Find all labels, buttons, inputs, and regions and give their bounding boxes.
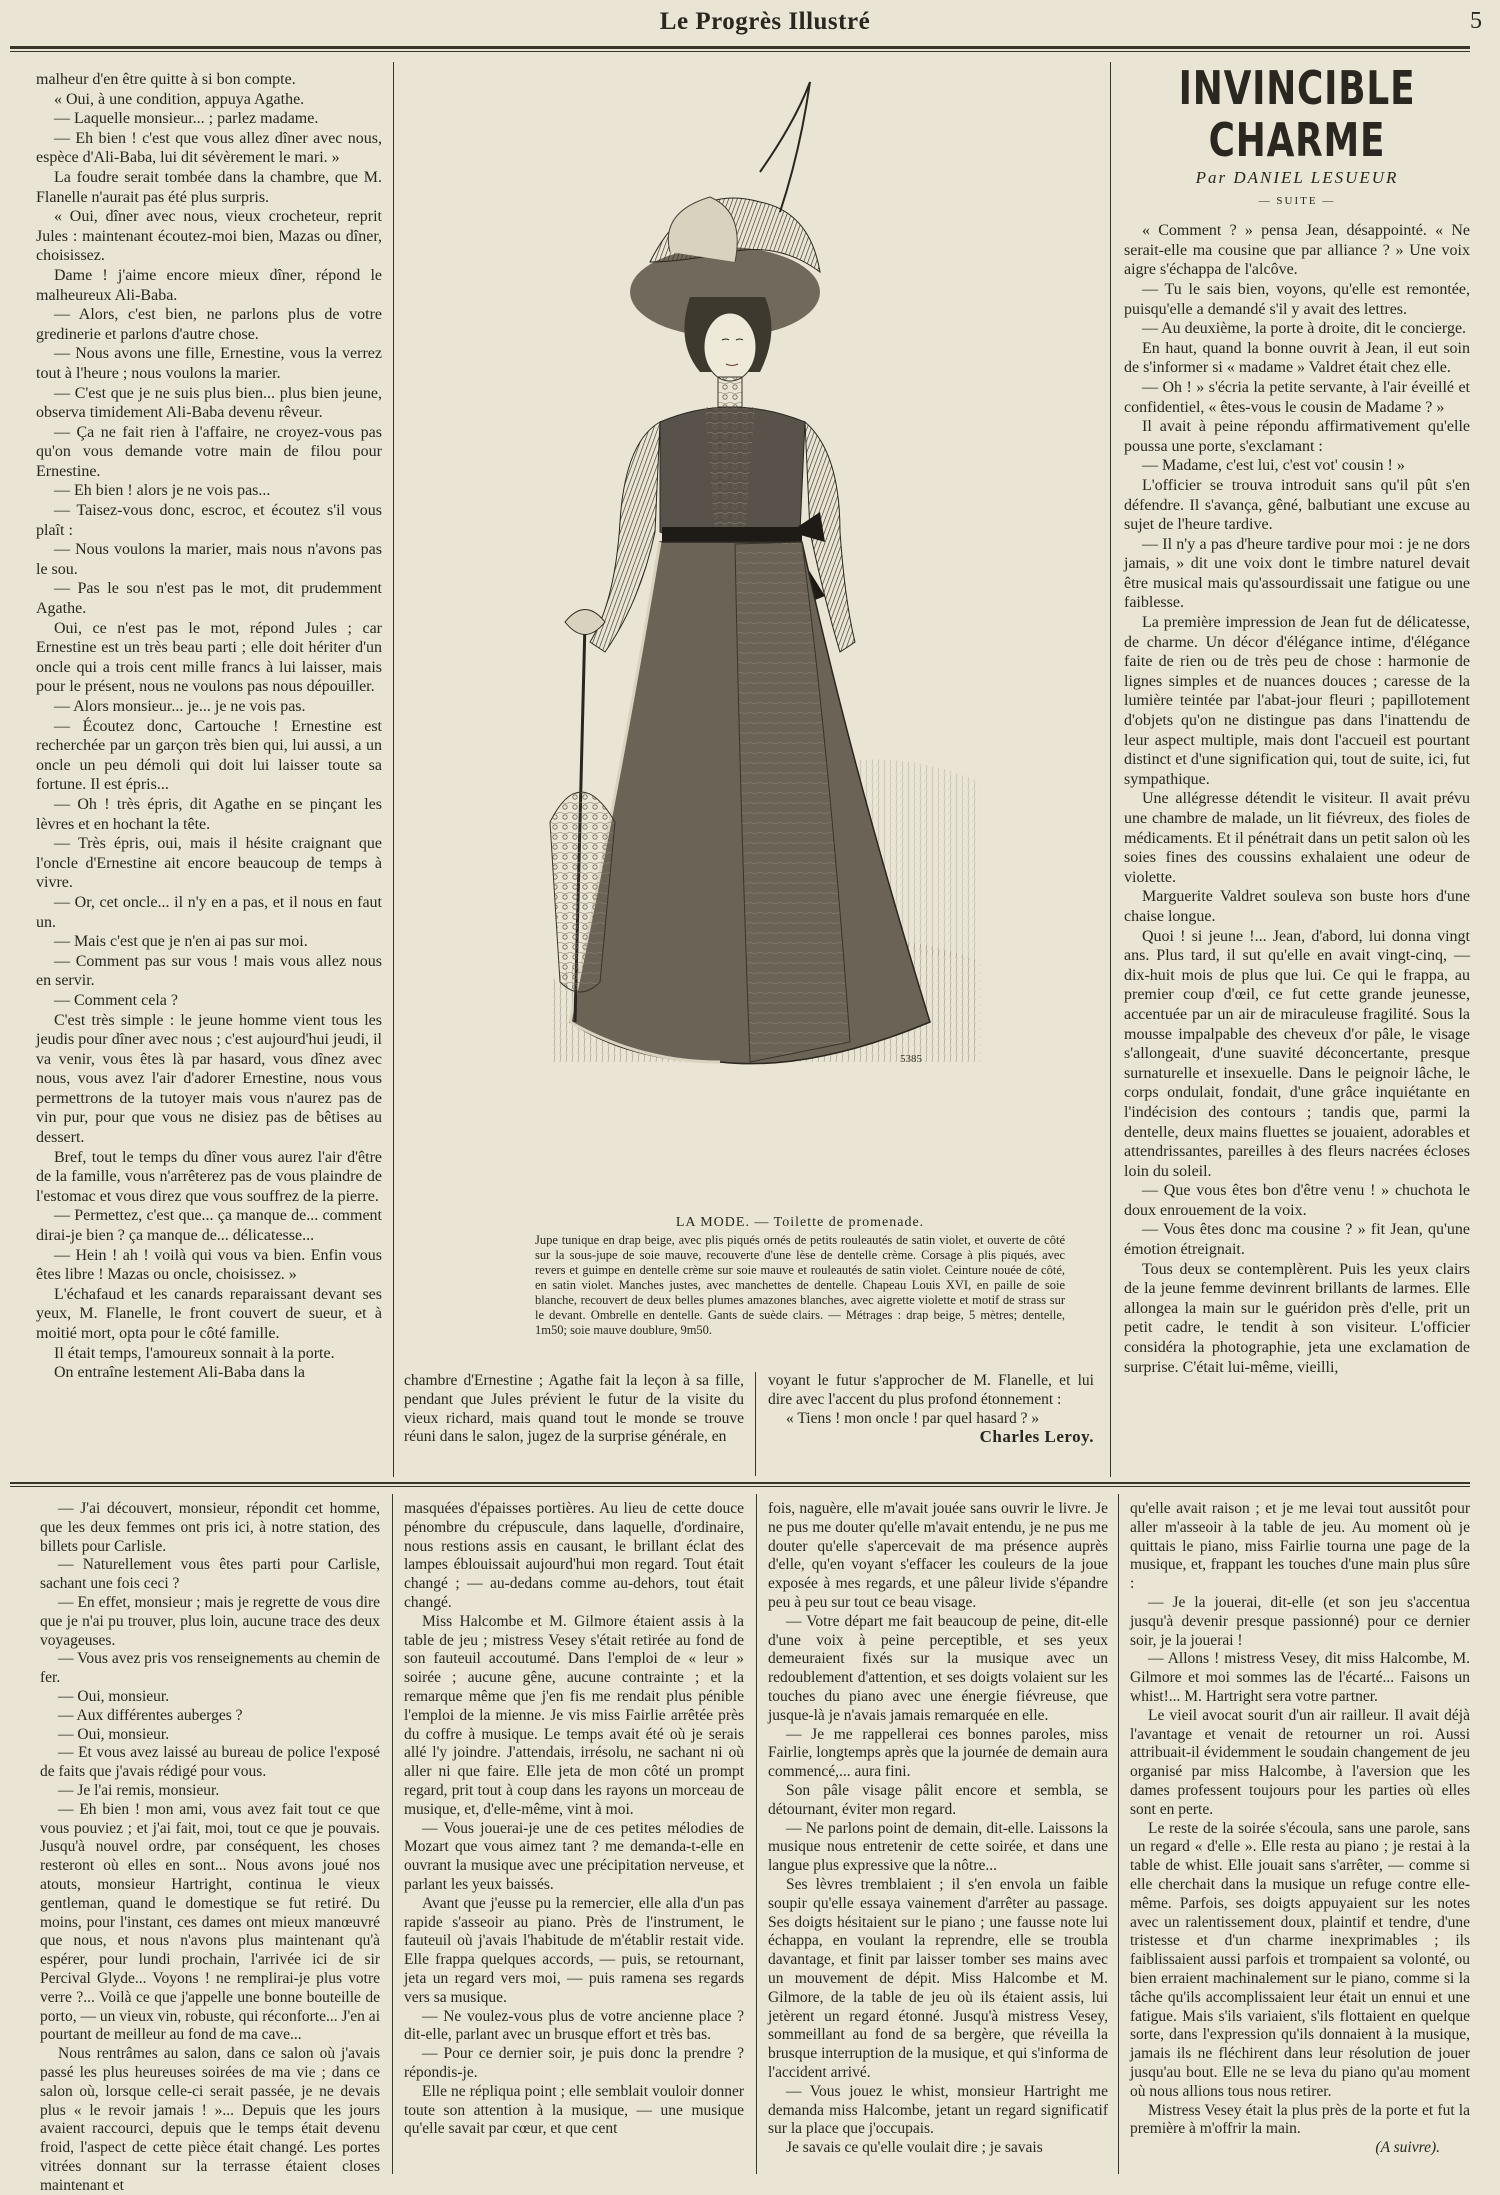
paragraph: qu'elle avait raison ; et je me levai tout aussitôt pour aller m'asseoir à la table de jeu. Au moment où je quittais le piano, miss Fairlie tourna une page de la musique, et, frappant les touches d'une main plus sûre :	[1130, 1500, 1470, 1593]
paragraph: En haut, quand la bonne ouvrit à Jean, il eut soin de s'informer si « madame » Valdret était chez elle.	[1124, 339, 1470, 377]
paragraph: Marguerite Valdret souleva son buste hors d'une chaise longue.	[1124, 888, 1470, 925]
paragraph: On entraîne lestement Ali-Baba dans la	[54, 1364, 306, 1382]
paragraph: — Ne parlons point de demain, dit-elle. Laissons la musique nous entretenir de cette soirée, et dans une langue plus expressive que la nôtre...	[768, 1819, 1108, 1875]
paragraph: — Naturellement vous êtes parti pour Carlisle, sachant une fois ceci ?	[40, 1556, 380, 1593]
paragraph: — Je me rappellerai ces bonnes paroles, miss Fairlie, longtemps après que la journée de demain aura commencé,... aura fini.	[768, 1725, 1108, 1781]
paragraph: — Que vous êtes bon d'être venu ! » chuchota le doux enrouement de la voix.	[1124, 1182, 1470, 1219]
engraving-number: 5385	[900, 1053, 922, 1065]
paragraph: Le vieil avocat sourit d'un air railleur. Il avait déjà l'avantage et venait de retourner un roi. Aussi attribuait-il évidemment le soudain changement de jeu organisé par miss Halcombe, à l'aversion que les dames professent toujours pour les parties où elles sont en perte.	[1130, 1706, 1470, 1818]
signature: Charles Leroy.	[979, 1427, 1094, 1447]
paragraph: Je savais ce qu'elle voulait dire ; je savais	[786, 2139, 1043, 2157]
paragraph: — Allons ! mistress Vesey, dit miss Halcombe, M. Gilmore et moi sommes las de l'écarté... Faisons un whist!... M. Hartright sera votre partner.	[1130, 1650, 1470, 1705]
paragraph: — C'est que je ne suis plus bien... plus bien jeune, observa timidement Ali-Baba devenu rêveur.	[36, 384, 382, 422]
paragraph: — Laquelle monsieur... ; parlez madame.	[54, 110, 319, 128]
paragraph: — Alors monsieur... je... je ne vois pas.	[54, 698, 306, 715]
paragraph: Mistress Vesey était la plus près de la porte et fut la première à m'offrir la main.	[1130, 2101, 1470, 2138]
paragraph: — Ne voulez-vous plus de votre ancienne place ? dit-elle, parlant avec un brusque effort et très bas.	[404, 2007, 744, 2044]
paragraph: — Hein ! ah ! voilà qui vous va bien. Enfin vous êtes libre ! Mazas ou oncle, choisissez. »	[36, 1246, 382, 1284]
page-number: 5	[1470, 8, 1482, 34]
column-rule	[1118, 1494, 1119, 2174]
paragraph: — Vous avez pris vos renseignements au chemin de fer.	[40, 1650, 380, 1687]
paragraph: masquées d'épaisses portières. Au lieu de cette douce pénombre du crépuscule, dans laquelle, d'ordinaire, nous restions assis en causant, le brillant éclat des lampes éblouissait aujourd'hui mon regard. Tout était changé ; — au-dedans comme au-dehors, tout était changé.	[404, 1500, 744, 1611]
paragraph: Il avait à peine répondu affirmativement qu'elle poussa une porte, s'exclamant :	[1124, 418, 1470, 455]
paragraph: Miss Halcombe et M. Gilmore étaient assis à la table de jeu ; mistress Vesey s'était retirée au fond de son fauteuil accoutumé. Dans l'emploi de « leur » soirée ; aucune gêne, aucune contrainte ; et la remarque même que j'en fis me rendait plus pénible l'emploi de la mienne. Je vis miss Fairlie arrêtée près du coffre à musique. Le temps avait été où je serais allé l'y joindre. J'attendais, irrésolu, ne sachant ni où aller ni que faire. Elle jeta de mon côté un prompt regard, prit tout à coup dans les rayons un morceau de musique, et, d'elle-même, vint à moi.	[404, 1612, 744, 1818]
fashion-illustration	[510, 62, 1010, 1212]
feuilleton-column-1	[36, 70, 382, 1470]
paragraph: C'est très simple : le jeune homme vient tous les jeudis pour dîner avec nous ; c'est aujourd'hui jeudi, il va venir, vous êtes là par hasard, vous dînez avec nous, vous avez l'air d'adorer Ernestine, nous vous permettrons de la tutoyer mais vous n'aurez pas de vin pur, pour que vous ne disiez pas de bêtises au dessert.	[36, 1011, 382, 1147]
paragraph: — Eh bien ! c'est que vous allez dîner avec nous, espèce d'Ali-Baba, lui dit sévèrement le mari. »	[36, 129, 382, 167]
fashion-caption	[535, 1215, 1065, 1338]
paragraph: Une allégresse détendit le visiteur. Il avait prévu une chambre de malade, un lit fiévreux, des fioles de médicaments. Et il pénétrait dans un petit salon où les soies fines des coussins exhalaient une odeur de violette.	[1124, 790, 1470, 886]
paragraph: — Eh bien ! mon ami, vous avez fait tout ce que vous pouviez ; et j'ai fait, moi, tout ce que je pouvais. Jusqu'à nouvel ordre, par conséquent, les choses resteront où elles en sont... Nous avons joué nos atouts, monsieur Hartright, continua le vieux gentleman, quand le domestique se fut retiré. Du moins, pour l'instant, ces dames ont mieux manœuvré que nous, et nous n'avons plus maintenant qu'à espérer, pour lundi prochain, l'arrivée ici de sir Percival Glyde... Voyons ! ne remplirai-je plus votre verre ?... Voilà ce que j'appelle une bonne bouteille de porto, — un vieux vin, robuste, qui réconforte... J'en ai pourtant de meilleur au fond de ma cave...	[40, 1800, 380, 2044]
paragraph: — Pas le sou n'est pas le mot, dit prudemment Agathe.	[36, 580, 382, 618]
paragraph: — Pour ce dernier soir, je puis donc la prendre ? répondis-je.	[404, 2045, 744, 2081]
header-rule	[10, 46, 1470, 49]
paragraph: — Nous voulons la marier, mais nous n'avons pas le sou.	[36, 541, 382, 578]
paragraph: malheur d'en être quitte à si bon compte.	[36, 71, 296, 88]
paragraph: Dame ! j'aime encore mieux dîner, répond le malheureux Ali-Baba.	[36, 266, 382, 304]
caption-text: Jupe tunique en drap beige, avec plis piqués ornés de petits rouleautés de satin violet, et ouverte de côté sur la sous-jupe de soie mauve, recouverte d'une lèse de dentelle crème. Corsage à plis piqués, avec revers et guimpe en dentelle crème sur soie mauve et rouleautés de satin violet. Ceinture nouée de côté, en satin violet. Manches justes, avec manchettes de dentelle. Chapeau Louis XVI, en paille de soie blanche, recouvert de deux belles plumes amazones blanches, avec aigrette violette et motif de strass sur le devant. Ombrelle en dentelle. Gants de suède clairs. — Métrages : drap beige, 5 mètres; dentelle, 1m50; soie mauve doublure, 9m50.	[535, 1233, 1065, 1337]
story-suite-label: — SUITE —	[1258, 194, 1336, 207]
paragraph: — Nous avons une fille, Ernestine, vous la verrez tout à l'heure ; nous voulons la marier.	[36, 345, 382, 382]
paragraph: — Écoutez donc, Cartouche ! Ernestine est recherchée par un garçon très bien qui, lui aussi, a un oncle un peu démoli qui doit lui laisser toute sa fortune. Il est épris...	[36, 717, 382, 794]
paragraph: Oui, ce n'est pas le mot, répond Jules ; car Ernestine est un très beau parti ; elle doit hériter d'un oncle qui a trois cent mille francs à lui laisser, mais pour le présent, nous ne voulons pas nous dépouiller.	[36, 619, 382, 696]
paragraph: — Vous jouerai-je une de ces petites mélodies de Mozart que vous aimez tant ? me demanda-t-elle en ouvrant la musique avec une précipitation nerveuse, et parlant les yeux baissés.	[404, 1819, 744, 1893]
paragraph: Tous deux se contemplèrent. Puis les yeux clairs de la jeune femme devinrent brillants de larmes. Elle allongea la main sur le guéridon près d'elle, prit un petit cadre, le tendit à son visiteur. L'officier considéra la photographie, jeta une exclamation de surprise. C'était lui-même, vieilli,	[1124, 1260, 1470, 1376]
paragraph: L'échafaud et les canards reparaissant devant ses yeux, M. Flanelle, le front couvert de sueur, et à moitié mort, opta pour le côté famille.	[36, 1285, 382, 1342]
paragraph: — Madame, c'est lui, c'est vot' cousin ! »	[1142, 457, 1405, 475]
paragraph: — Je la jouerai, dit-elle (et son jeu s'accentua jusqu'à devenir presque passionné) pour ce dernier soir, je la jouerai !	[1130, 1593, 1470, 1649]
paragraph: — Eh bien ! alors je ne vois pas...	[54, 482, 271, 500]
paragraph: — Très épris, oui, mais il hésite craignant que l'oncle d'Ernestine ait encore beaucoup de temps à vivre.	[36, 835, 382, 892]
bottom-column-3	[768, 1500, 1108, 2172]
paragraph: — Je l'ai remis, monsieur.	[58, 1781, 220, 1799]
paragraph: — Comment pas sur vous ! mais vous allez nous en servir.	[36, 952, 382, 990]
paragraph: « Oui, à une condition, appuya Agathe.	[54, 90, 305, 108]
paragraph: La première impression de Jean fut de délicatesse, de charme. Un décor d'élégance intime, d'élégance faite de rien ou de très peu de chose : harmonie de lignes simples et de nuances douces ; caresse de la lumière teintée par l'abat-jour fleuri ; papillotement d'objets qu'on ne distingue pas dans l'inattendu de leur aspect multiple, mais dont l'accueil est pourtant distinct et d'une signification qui, tout de suite, ici, fut sympathique.	[1124, 614, 1470, 788]
paragraph: — Au deuxième, la porte à droite, dit le concierge.	[1142, 320, 1467, 338]
column-rule	[756, 1494, 757, 2174]
section-divider-thin	[10, 1486, 1470, 1487]
paragraph: — Aux différentes auberges ?	[58, 1706, 243, 1724]
caption-title: LA MODE. — Toilette de promenade.	[675, 1215, 925, 1230]
paragraph: — Tu le sais bien, voyons, qu'elle est remontée, puisqu'elle a demandé s'il y avait des lettres.	[1124, 280, 1470, 318]
paragraph: Son pâle visage pâlit encore et sembla, se détournant, éviter mon regard.	[768, 1781, 1108, 1818]
bottom-column-4	[1130, 1500, 1470, 2172]
paragraph: « Oui, dîner avec nous, vieux crocheteur, reprit Jules : maintenant écoutez-moi bien, Mazas ou dîner, choisissez.	[36, 208, 382, 265]
column-rule	[1110, 62, 1111, 1477]
a-suivre: (A suivre).	[1375, 2139, 1440, 2157]
paragraph: L'officier se trouva introduit sans qu'il pût s'en défendre. Il s'avança, gêné, balbutiant une excuse au sujet de l'heure tardive.	[1124, 476, 1470, 534]
paragraph: — Oui, monsieur.	[58, 1687, 170, 1705]
story-byline: Par DANIEL LESUEUR	[1195, 168, 1399, 187]
paragraph: — Alors, c'est bien, ne parlons plus de votre gredinerie et parlons d'autre chose.	[36, 306, 382, 343]
feuilleton-col2-text: chambre d'Ernestine ; Agathe fait la leçon à sa fille, pendant que Jules prévient le futur de la visite du vieux richard, mais quand tout le monde se trouve réuni dans le salon, jugez de la surprise générale, en	[404, 1372, 744, 1446]
paragraph: Quoi ! si jeune !... Jean, d'abord, lui donna vingt ans. Plus tard, il sut qu'elle en avait vingt-cinq, — dix-huit mois de plus que lui. Ce qui le frappa, au premier coup d'œil, ce fut cette grande jeunesse, accentuée par un air de miraculeuse fragilité. Sous la mousse impalpable des cheveux d'or pâle, le visage s'allongeait, d'une suavité déconcertante, presque surnaturelle et insexuelle. Dans le peignoir lâche, le corps ondulait, fondait, d'une grâce inquiétante en l'indécision des contours ; tandis que, parmi la dentelle, deux mains fluettes se jouaient, adorables et attendrissantes, pareilles à des fleurs nacrées écloses loin du soleil.	[1124, 927, 1470, 1180]
page-header	[40, 8, 1490, 38]
paragraph: fois, naguère, elle m'avait jouée sans ouvrir le livre. Je ne pus me douter qu'elle m'avait entendu, je ne pus me douter qu'elle s'apercevait de ma présence auprès d'elle, qu'en voyant s'effacer les couleurs de la joue exposée à mes regards, et une pâleur livide s'épandre peu à peu sur tout ce beau visage.	[768, 1500, 1108, 1611]
paragraph: — Mais c'est que je n'en ai pas sur moi.	[54, 933, 308, 951]
paragraph: — Taisez-vous donc, escroc, et écoutez s'il vous plaît :	[36, 502, 382, 539]
section-divider	[10, 1482, 1470, 1484]
paragraph: Nous rentrâmes au salon, dans ce salon où j'avais passé les plus heureuses soirées de ma vie ; dans ce salon où, lorsque celle-ci serait passée, je ne devais plus « le revoir jamais ! »... Depuis que les jours avaient raccourci, depuis que le temps était devenu froid, l'aspect de cette pièce était changé. Les portes vitrées donnant sur la terrasse étaient closes maintenant et	[40, 2045, 380, 2194]
paragraph: « Tiens ! mon oncle ! par quel hasard ? »	[786, 1409, 1040, 1427]
bottom-column-1	[40, 1500, 380, 2194]
feuilleton-column-2	[404, 1372, 744, 1472]
paragraph: — J'ai découvert, monsieur, répondit cet homme, que les deux femmes ont pris ici, à notre station, des billets pour Carlisle.	[40, 1500, 380, 1555]
column-rule	[392, 1494, 393, 2174]
paragraph: Bref, tout le temps du dîner vous aurez l'air d'être de la famille, vous n'arrêterez pas de vous plaindre de l'estomac et vous direz que vous souffrez de la pierre.	[36, 1148, 382, 1205]
paragraph: Elle ne répliqua point ; elle semblait vouloir donner toute son attention à la musique, — une musique qu'elle savait par cœur, et que cent	[404, 2082, 744, 2138]
paragraph: — Votre départ me fait beaucoup de peine, dit-elle d'une voix à peine perceptible, et ses yeux demeuraient fixés sur la musique avec un redoublement d'attention, et ses doigts volaient sur les touches du piano avec une énergie fiévreuse, que jusque-là je n'avais jamais remarquée en elle.	[768, 1612, 1108, 1724]
paragraph: — Oh ! » s'écria la petite servante, à l'air éveillé et confidentiel, « êtes-vous le cousin de Madame ? »	[1124, 378, 1470, 416]
paragraph: — Oh ! très épris, dit Agathe en se pinçant les lèvres et en hochant la tête.	[36, 795, 382, 833]
paragraph: — Et vous avez laissé au bureau de police l'exposé de faits que j'avais rédigé pour vous.	[40, 1744, 380, 1781]
paragraph: — Il n'y a pas d'heure tardive pour moi : je ne dors jamais, » dit une voix dont le timbre naturel devait être musical mais qu'assourdissait une fatigue ou une faiblesse.	[1124, 535, 1470, 612]
column-rule	[755, 1372, 756, 1476]
paragraph: voyant le futur s'approcher de M. Flanelle, et lui dire avec l'accent du plus profond étonnement :	[768, 1372, 1094, 1408]
paragraph: Le reste de la soirée s'écoula, sans une parole, sans un regard « d'elle ». Elle resta au piano ; je restai à la table de whist. Elle jouait sans s'arrêter, — comme si elle cherchait dans la musique un refuge contre elle-même. Parfois, ses doigts appuyaient sur les notes avec un ralentissement doux, plaintif et tendre, d'une tristesse et d'un charme inexprimables ; ils faiblissaient aussi parfois et trompaient sa volonté, ou bien erraient machinalement sur le piano, comme si la tâche qu'ils accomplissaient leur était un ennui et une fatigue. Mais s'ils variaient, s'ils flottaient en quelque sorte, dans l'expression qu'ils donnaient à la musique, jamais ils ne fléchirent dans leur résolution de jouer jusqu'au bout. Elle ne se leva du piano qu'au moment où nous allions tous nous retirer.	[1130, 1819, 1470, 2100]
paragraph: — Permettez, c'est que... ça manque de... comment dirai-je bien ? ça manque de... délicatesse...	[36, 1207, 382, 1245]
paragraph: Il était temps, l'amoureux sonnait à la porte.	[54, 1344, 335, 1362]
paragraph: — Vous jouez le whist, monsieur Hartright me demanda miss Halcombe, jetant un regard significatif sur la place que j'occupais.	[768, 2082, 1108, 2138]
story-title: INVINCIBLE CHARME	[1178, 61, 1416, 167]
paragraph: — En effet, monsieur ; mais je regrette de vous dire que je n'ai pu trouver, plus loin, aucune trace des deux voyageuses.	[40, 1593, 380, 1649]
feuilleton-column-3	[768, 1372, 1094, 1476]
newspaper-title: Le Progrès Illustré	[659, 8, 871, 35]
paragraph: « Comment ? » pensa Jean, désappointé. « Ne serait-elle ma cousine que par alliance ? » Une voix aigre s'échappa de l'alcôve.	[1124, 222, 1470, 279]
paragraph: — Ça ne fait rien à l'affaire, ne croyez-vous pas qu'on vous demande votre main de filou pour Ernestine.	[36, 423, 382, 480]
paragraph: Avant que j'eusse pu la remercier, elle alla d'un pas rapide s'asseoir au piano. Près de l'instrument, le fauteuil où j'avais l'habitude de m'établir restait vide. Elle frappa quelques accords, — puis, se retournant, jeta un regard vers moi, — puis ramena ses regards vers sa musique.	[404, 1894, 744, 2006]
paragraph: — Comment cela ?	[54, 991, 178, 1009]
column-rule	[393, 62, 394, 1477]
invincible-charme-column	[1124, 62, 1470, 1472]
paragraph: — Or, cet oncle... il n'y en a pas, et il nous en faut un.	[36, 893, 382, 931]
header-rule-thin	[10, 51, 1470, 52]
bottom-column-2	[404, 1500, 744, 2172]
paragraph: La foudre serait tombée dans la chambre, que M. Flanelle n'aurait pas été plus surpris.	[36, 168, 382, 206]
paragraph: — Oui, monsieur.	[58, 1725, 170, 1743]
paragraph: Ses lèvres tremblaient ; il s'en envola un faible soupir qu'elle essaya vainement d'arrêter au passage. Ses doigts hésitaient sur le piano ; une fausse note lui échappa, en voulant la reprendre, elle se troubla davantage, et finit par laisser tomber ses mains avec un mouvement de dépit. Miss Halcombe et M. Gilmore, de la table de jeu où ils étaient assis, lui jetèrent un regard étonné. Jusqu'à mistress Vesey, sommeillant au fond de sa bergère, que réveilla la brusque interruption de la musique, et qui s'informa de l'accident arrivé.	[768, 1875, 1108, 2081]
paragraph: — Vous êtes donc ma cousine ? » fit Jean, qu'une émotion étreignait.	[1124, 1221, 1470, 1259]
